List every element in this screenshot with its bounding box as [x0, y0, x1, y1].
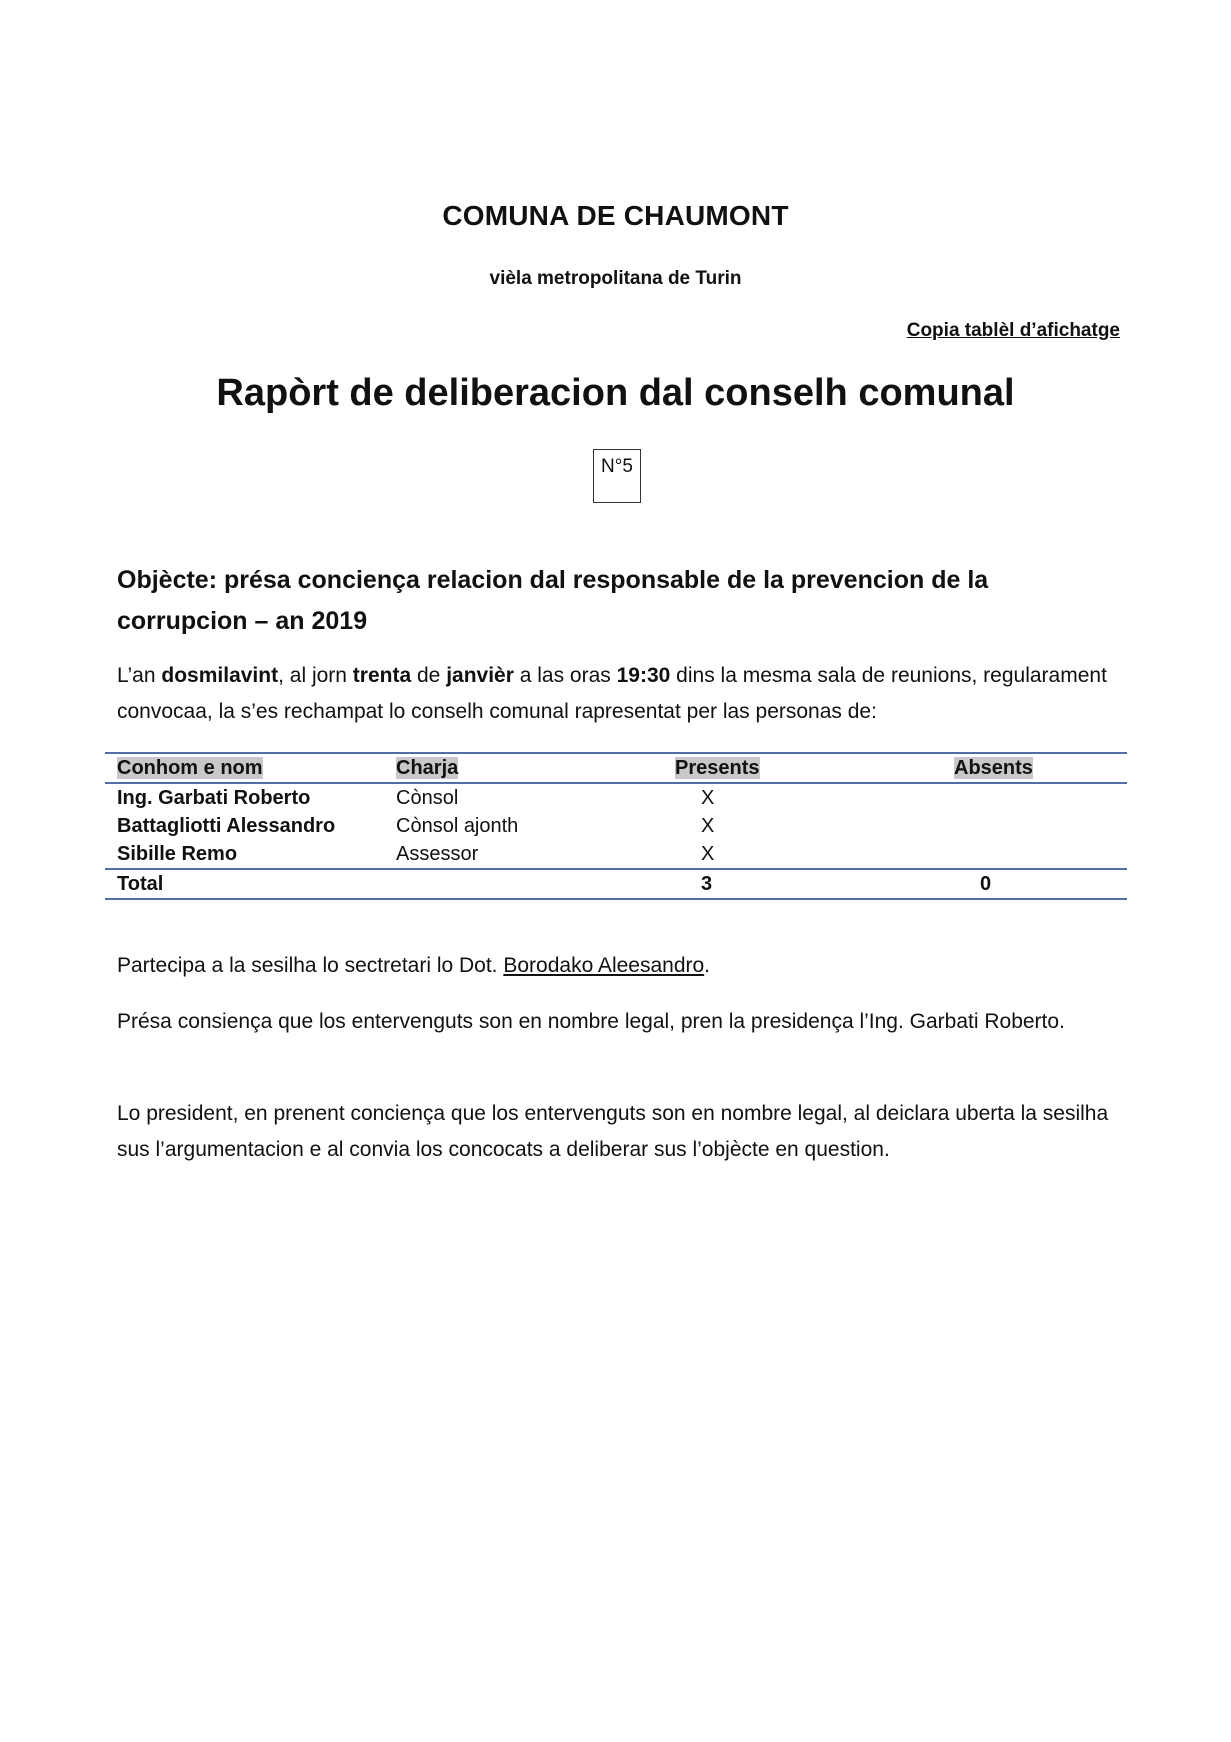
header-name: Conhom e nom	[117, 756, 263, 779]
total-role-empty	[384, 869, 663, 899]
intro-year: dosmilavint	[161, 664, 279, 687]
member-absent	[942, 783, 1127, 812]
member-name: Ing. Garbati Roberto	[117, 786, 311, 809]
organization-name: COMUNA DE CHAUMONT	[442, 200, 789, 231]
attendance-table	[105, 752, 1127, 900]
table-row	[105, 812, 1127, 840]
subject-heading: Objècte: présa conciença relacion dal responsable de la prevencion de la corrupcion – an 2019	[117, 566, 989, 635]
member-absent	[942, 812, 1127, 840]
total-label: Total	[117, 872, 164, 895]
document-title: Rapòrt de deliberacion dal conselh comunal	[216, 372, 1015, 414]
member-role: Cònsol ajonth	[396, 814, 519, 837]
document-number-box: N°5	[593, 449, 641, 503]
opening-paragraph: Lo president, en prenent conciença que los entervenguts son en nombre legal, al deiclara uberta la sesilha sus l’argumentacion e al convia los concocats a deliberar sus l’objècte en question.	[117, 1102, 1109, 1161]
organization-subtitle: vièla metropolitana de Turin	[489, 268, 742, 289]
copy-note: Copia tablèl d’afichatge	[906, 320, 1120, 341]
intro-time: 19:30	[616, 664, 671, 687]
member-name: Battagliotti Alessandro	[117, 814, 336, 837]
member-role: Cònsol	[396, 786, 459, 809]
table-total-row	[105, 869, 1127, 899]
presidency-paragraph: Présa consiença que los entervenguts son en nombre legal, pren la presidença l’Ing. Garbati Roberto.	[117, 1010, 1065, 1033]
table-header-row	[105, 753, 1127, 783]
header-role: Charja	[396, 756, 459, 779]
member-absent	[942, 840, 1127, 869]
intro-month: janvièr	[446, 664, 514, 687]
total-absent: 0	[980, 872, 992, 895]
member-present: X	[701, 814, 715, 837]
member-present: X	[701, 786, 715, 809]
table-row	[105, 840, 1127, 869]
member-present: X	[701, 842, 715, 865]
table-row	[105, 783, 1127, 812]
member-name: Sibille Remo	[117, 842, 238, 865]
total-present: 3	[701, 872, 713, 895]
member-role: Assessor	[396, 842, 479, 865]
intro-day: trenta	[352, 664, 412, 687]
header-absent: Absents	[954, 756, 1033, 779]
secretary-paragraph: Partecipa a la sesilha lo sectretari lo Dot. Borodako Aleesandro.	[117, 954, 711, 977]
intro-paragraph: L’an dosmilavint, al jorn trenta de janvièr a las oras 19:30 dins la mesma sala de reunions, regularament convocaa, la s’es rechampat lo conselh comunal rapresentat per las personas de:	[117, 664, 1107, 723]
header-present: Presents	[675, 756, 760, 779]
secretary-name: Borodako Aleesandro	[503, 954, 705, 977]
